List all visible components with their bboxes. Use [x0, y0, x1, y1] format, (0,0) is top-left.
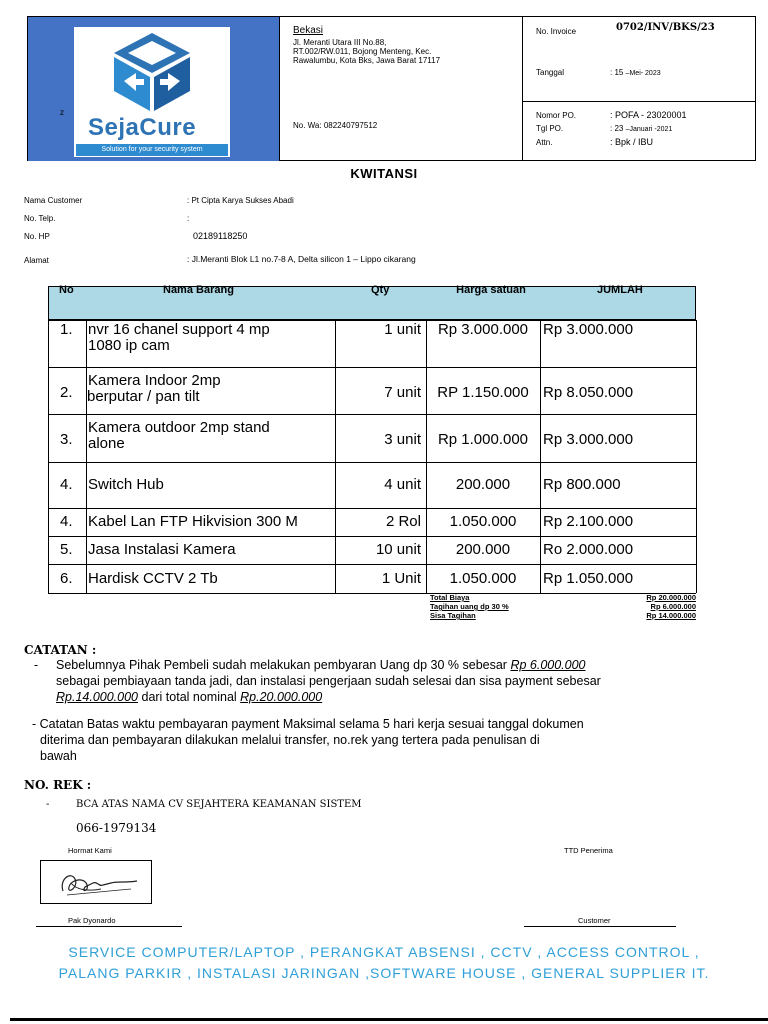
- bottom-rule: [10, 1018, 768, 1021]
- row-total: Rp 8.050.000: [543, 383, 634, 401]
- customer-name-value: : Pt Cipta Karya Sukses Abadi: [187, 196, 294, 205]
- row-total: Rp 1.050.000: [543, 569, 634, 587]
- row-name: Kamera Indoor 2mp: [88, 372, 221, 389]
- po-label: Nomor PO.: [536, 111, 577, 120]
- header-divider: [279, 16, 280, 161]
- totals-block: [430, 593, 696, 620]
- header-qty: Qty: [371, 284, 390, 296]
- table-row-divider: [48, 564, 696, 565]
- customer-name-label: Nama Customer: [24, 196, 83, 205]
- total-label: Total Biaya: [430, 593, 470, 602]
- rest-row: [430, 611, 696, 620]
- signature-scribble-icon: [41, 861, 151, 903]
- table-row-divider: [48, 414, 696, 415]
- sign-right-title: TTD Penerima: [564, 846, 613, 855]
- table-row-divider: [48, 508, 696, 509]
- invoice-no-label: No. Invoice: [536, 27, 577, 36]
- invoice-date-month: –Mei- 2023: [625, 70, 661, 77]
- po-date-day: : 23: [610, 124, 624, 133]
- attn-value: : Bpk / IBU: [610, 137, 654, 147]
- sign-right-name: Customer: [578, 916, 611, 925]
- note-2: [32, 716, 752, 764]
- total-row: [430, 593, 696, 602]
- note-dash: -: [34, 658, 39, 672]
- row-qty: 10 unit: [375, 541, 421, 558]
- customer-hp-label: No. HP: [24, 232, 50, 241]
- dp-value: Rp 6.000.000: [650, 602, 696, 611]
- table-column-divider: [48, 320, 49, 593]
- row-no: 3.: [60, 431, 73, 448]
- row-qty: 7 unit: [384, 383, 421, 401]
- row-total: Rp 800.000: [543, 476, 621, 493]
- row-no: 4.: [60, 476, 73, 493]
- note-1-dp-amount: Rp 6.000.000: [510, 658, 586, 672]
- note-2-line-2: diterima dan pembayaran dilakukan melalui transfer, no.rek yang tertera pada penulisan di: [40, 733, 540, 747]
- row-qty: 4 unit: [384, 476, 421, 493]
- row-qty: 1 Unit: [381, 569, 421, 587]
- footer-line-1: SERVICE COMPUTER/LAPTOP , PERANGKAT ABSENSI , CCTV , ACCESS CONTROL ,: [68, 944, 700, 960]
- row-price: 200.000: [455, 541, 511, 558]
- notes-heading: CATATAN :: [24, 643, 97, 657]
- note-2-line-3: bawah: [40, 749, 77, 763]
- table-row-divider: [48, 462, 696, 463]
- header-jumlah: JUMLAH: [597, 284, 643, 296]
- rest-label: Sisa Tagihan: [430, 611, 476, 620]
- row-name-line-2: alone: [88, 435, 125, 452]
- row-price: 200.000: [455, 476, 511, 493]
- note-1-rest-amount: Rp.14.000.000: [56, 690, 139, 704]
- note-1-line-1: [56, 657, 756, 673]
- row-name: Hardisk CCTV 2 Tb: [88, 569, 218, 587]
- table-column-divider: [335, 320, 336, 593]
- logo-wordmark-cure: Cure: [139, 114, 197, 141]
- table-column-divider: [540, 320, 541, 593]
- row-name: nvr 16 chanel support 4 mp: [88, 321, 270, 338]
- dp-row: [430, 602, 696, 611]
- address-line: Jl. Meranti Utara III No.88,: [293, 38, 387, 47]
- invoice-no-value: 0702/INV/BKS/23: [616, 22, 715, 33]
- footer-line-2: PALANG PARKIR , INSTALASI JARINGAN ,SOFTWARE HOUSE , GENERAL SUPPLIER IT.: [58, 965, 710, 981]
- po-date-value: [610, 124, 672, 133]
- customer-tel-value: :: [187, 214, 190, 223]
- row-no: 2.: [60, 383, 73, 401]
- row-price: 1.050.000: [449, 569, 517, 587]
- signature-box: [40, 860, 152, 904]
- attn-label: Attn.: [536, 138, 553, 147]
- dp-label: Tagihan uang dp 30 %: [430, 602, 509, 611]
- customer-hp-value: 02189118250: [193, 231, 248, 241]
- note-1-total-amount: Rp.20.000.000: [240, 690, 323, 704]
- header-nama-barang: Nama Barang: [163, 284, 234, 296]
- logo-shield-icon: [74, 27, 230, 117]
- row-total: Ro 2.000.000: [543, 541, 634, 558]
- row-total: Rp 3.000.000: [543, 431, 634, 448]
- header-harga: Harga satuan: [456, 284, 526, 296]
- row-qty: 3 unit: [384, 431, 421, 448]
- customer-address-label: Alamat: [24, 256, 49, 265]
- row-name-line-2: berputar / pan tilt: [87, 388, 200, 405]
- bank-name: BCA ATAS NAMA CV SEJAHTERA KEAMANAN SISTEM: [76, 799, 362, 810]
- row-no: 6.: [60, 569, 73, 587]
- table-row-divider: [48, 536, 696, 537]
- logo-wordmark: [88, 114, 196, 142]
- table-row-divider: [48, 367, 696, 368]
- row-no: 4.: [60, 513, 73, 530]
- table-header: [48, 286, 696, 320]
- rest-value: Rp 14.000.000: [646, 611, 696, 620]
- sign-left-line: [36, 926, 182, 927]
- row-name: Kamera outdoor 2mp stand: [88, 419, 270, 436]
- address-line: Rawalumbu, Kota Bks, Jawa Barat 17117: [293, 56, 441, 65]
- logo-wordmark-seja: Seja: [88, 114, 140, 141]
- customer-address-value: : Jl.Meranti Blok L1 no.7-8 A, Delta silicon 1 – Lippo cikarang: [187, 254, 416, 264]
- company-whatsapp: No. Wa: 082240797512: [293, 121, 378, 130]
- bank-heading: NO. REK :: [24, 778, 92, 792]
- po-date-month: –Januari -2021: [625, 126, 673, 133]
- invoice-date-day: : 15: [610, 68, 624, 77]
- marker-z: z: [60, 108, 64, 117]
- table-column-divider: [696, 320, 697, 593]
- invoice-date-value: [610, 68, 661, 77]
- address-line: RT.002/RW.011, Bojong Menteng, Kec.: [293, 47, 432, 56]
- row-name: Switch Hub: [88, 476, 164, 493]
- sign-left-title: Hormat Kami: [68, 846, 112, 855]
- row-name: Kabel Lan FTP Hikvision 300 M: [88, 513, 298, 530]
- row-price: 1.050.000: [449, 513, 517, 530]
- company-address: [293, 26, 440, 65]
- company-city: Bekasi: [293, 25, 324, 36]
- header-no: No: [59, 284, 74, 296]
- document-title: KWITANSI: [350, 166, 418, 181]
- note-1-line-2: sebagai pembiayaan tanda jadi, dan instalasi pengerjaan sudah selesai dan sisa payment sebesar: [56, 674, 601, 688]
- row-total: Rp 2.100.000: [543, 513, 634, 530]
- bank-account: 066-1979134: [76, 821, 157, 835]
- note-1-line-3: [56, 689, 756, 705]
- note-1-text-2: dari total nominal: [138, 690, 241, 704]
- po-date-label: Tgl PO.: [536, 124, 564, 133]
- row-price: Rp 1.000.000: [437, 431, 529, 448]
- header-divider: [522, 16, 523, 161]
- total-value: Rp 20.000.000: [646, 593, 696, 602]
- note-1: [56, 657, 756, 705]
- bank-dash: -: [46, 799, 50, 810]
- header-divider: [522, 101, 756, 102]
- row-name: Jasa Instalasi Kamera: [88, 541, 236, 558]
- logo-tagline: Solution for your security system: [76, 144, 228, 156]
- sign-right-line: [524, 926, 676, 927]
- table-column-divider: [86, 320, 87, 593]
- customer-tel-label: No. Telp.: [24, 214, 56, 223]
- row-qty: 2 Rol: [385, 513, 421, 530]
- note-1-text: Sebelumnya Pihak Pembeli sudah melakukan pembyaran Uang dp 30 % sebesar: [56, 658, 511, 672]
- sign-left-name: Pak Dyonardo: [68, 916, 116, 925]
- row-no: 1.: [60, 321, 73, 338]
- row-total: Rp 3.000.000: [543, 321, 634, 338]
- row-qty: 1 unit: [384, 321, 421, 338]
- po-value: : POFA - 23020001: [610, 110, 687, 120]
- row-no: 5.: [60, 541, 73, 558]
- invoice-date-label: Tanggal: [536, 68, 565, 77]
- row-name-line-2: 1080 ip cam: [88, 337, 170, 354]
- note-2-line-1: - Catatan Batas waktu pembayaran payment Maksimal selama 5 hari kerja sesuai tanggal dokumen: [32, 717, 584, 731]
- row-price: RP 1.150.000: [437, 383, 529, 401]
- row-price: Rp 3.000.000: [437, 321, 529, 338]
